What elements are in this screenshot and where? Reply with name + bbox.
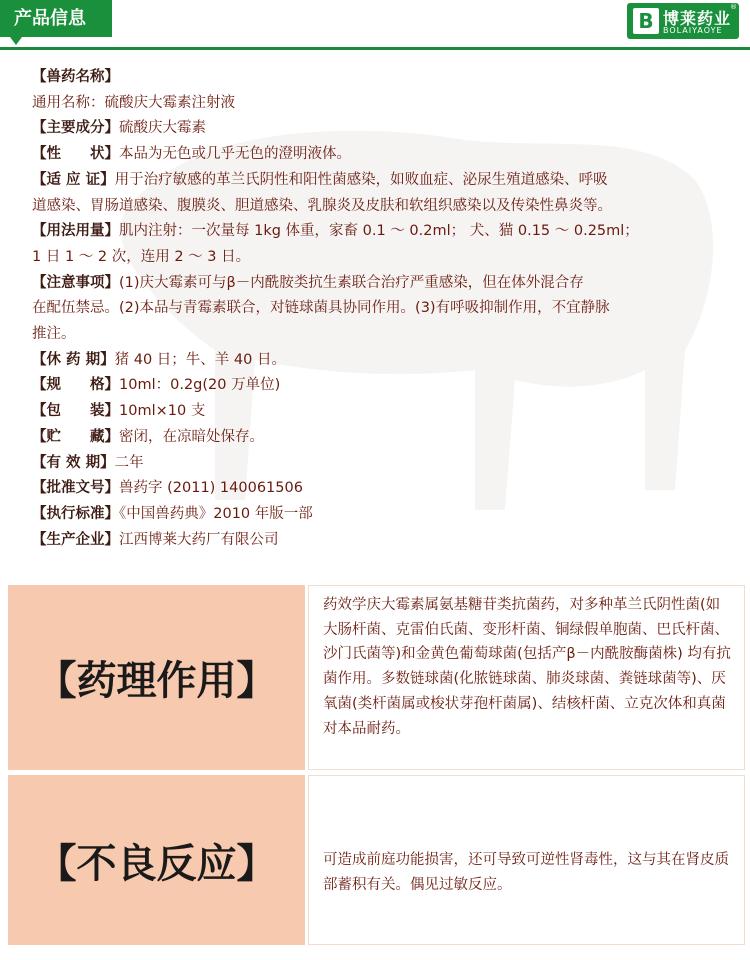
brand-logo — [627, 3, 739, 39]
registered-mark: ® — [730, 3, 737, 11]
storage-row — [32, 425, 722, 451]
dosage-label: 【用法用量】 — [32, 223, 119, 240]
ingredient-row — [32, 116, 722, 142]
validity-label: 【有 效 期】 — [32, 454, 115, 471]
validity-row — [32, 451, 722, 477]
withdrawal-value: 猪 40 日；牛、羊 40 日。 — [114, 351, 286, 368]
property-value: 本品为无色或几乎无色的澄明液体。 — [119, 146, 351, 163]
standard-row — [32, 502, 722, 528]
approval-row — [32, 476, 722, 502]
maker-value: 江西博莱大药厂有限公司 — [119, 531, 279, 548]
storage-value: 密闭，在凉暗处保存。 — [119, 428, 264, 445]
storage-label: 【贮 藏】 — [32, 428, 119, 445]
spec-value: 10ml：0.2g(20 万单位) — [119, 377, 281, 394]
logo-mark-icon: B — [633, 8, 659, 34]
name-row — [32, 65, 722, 91]
package-row — [32, 399, 722, 425]
adverse-text: 可造成前庭功能损害，还可导致可逆性肾毒性，这与其在肾皮质部蓄积有关。偶见过敏反应。 — [323, 852, 729, 893]
indication-line2: 道感染、胃肠道感染、腹膜炎、胆道感染、乳腺炎及皮肤和软组织感染以及传染性鼻炎等。 — [32, 197, 612, 214]
section-title: 产品信息 — [0, 0, 112, 37]
generic-name: 通用名称：硫酸庆大霉素注射液 — [32, 94, 235, 111]
spec-row — [32, 373, 722, 399]
dosage-line2: 1 日 1 ～ 2 次，连用 2 ～ 3 日。 — [32, 248, 251, 265]
logo-cn-text: 博莱药业 — [663, 9, 732, 28]
ingredient-label: 【主要成分】 — [32, 120, 119, 137]
notes-line3: 推注。 — [32, 326, 76, 343]
name-label: 【兽药名称】 — [32, 69, 119, 85]
standard-label: 【执行标准】 — [32, 505, 119, 522]
header-bar — [0, 0, 750, 50]
notes-row — [32, 271, 722, 348]
package-label: 【包 装】 — [32, 403, 119, 420]
standard-value: 《中国兽药典》2010 年版一部 — [119, 505, 313, 522]
dosage-line1: 肌内注射：一次量每 1kg 体重，家畜 0.1 ～ 0.2ml； 犬、猫 0.15 ～ 0.25ml； — [119, 223, 639, 240]
maker-row — [32, 528, 722, 554]
property-row — [32, 142, 722, 168]
product-info — [32, 65, 722, 553]
validity-value: 二年 — [114, 454, 144, 471]
withdrawal-row — [32, 348, 722, 374]
indication-label: 【适 应 证】 — [32, 171, 115, 188]
pharmacology-title: 【药理作用】 — [8, 585, 305, 770]
notes-label: 【注意事项】 — [32, 274, 119, 291]
pharmacology-body — [308, 585, 745, 770]
adverse-section — [8, 775, 745, 945]
adverse-title: 【不良反应】 — [8, 775, 305, 945]
adverse-body — [308, 775, 745, 945]
maker-label: 【生产企业】 — [32, 531, 119, 548]
generic-name-row — [32, 91, 722, 117]
ingredient-value: 硫酸庆大霉素 — [119, 120, 206, 137]
withdrawal-label: 【休 药 期】 — [32, 351, 115, 368]
title-notch — [10, 37, 22, 45]
notes-line2: 在配伍禁忌。(2)本品与青霉素联合，对链球菌具协同作用。(3)有呼吸抑制作用，不宜静脉 — [32, 300, 610, 317]
logo-en-text: BOLAIYAOYE — [663, 26, 723, 35]
indication-line1: 用于治疗敏感的革兰氏阴性和阳性菌感染，如败血症、泌尿生殖道感染、呼吸 — [114, 171, 608, 188]
approval-label: 【批准文号】 — [32, 480, 119, 497]
pharmacology-section — [8, 585, 745, 770]
property-label: 【性 状】 — [32, 146, 119, 163]
pharmacology-text: 药效学庆大霉素属氨基糖苷类抗菌药，对多种革兰氏阴性菌(如大肠杆菌、克雷伯氏菌、变形杆菌、铜绿假单胞菌、巴氏杆菌、沙门氏菌等)和金黄色葡萄球菌(包括产β－内酰胺酶菌株) 均有抗菌作用。多数链球菌(化脓链球菌、肺炎球菌、粪链球菌等)、厌氧菌(类杆菌属或梭状芽孢杆菌属)、结核杆菌、立克次体和真菌对本品耐药。 — [323, 597, 731, 737]
package-value: 10ml×10 支 — [119, 403, 206, 420]
indication-row — [32, 168, 722, 219]
spec-label: 【规 格】 — [32, 377, 119, 394]
approval-value: 兽药字 (2011) 140061506 — [119, 480, 303, 497]
dosage-row — [32, 219, 722, 270]
notes-line1: (1)庆大霉素可与β－内酰胺类抗生素联合治疗严重感染，但在体外混合存 — [119, 274, 584, 291]
